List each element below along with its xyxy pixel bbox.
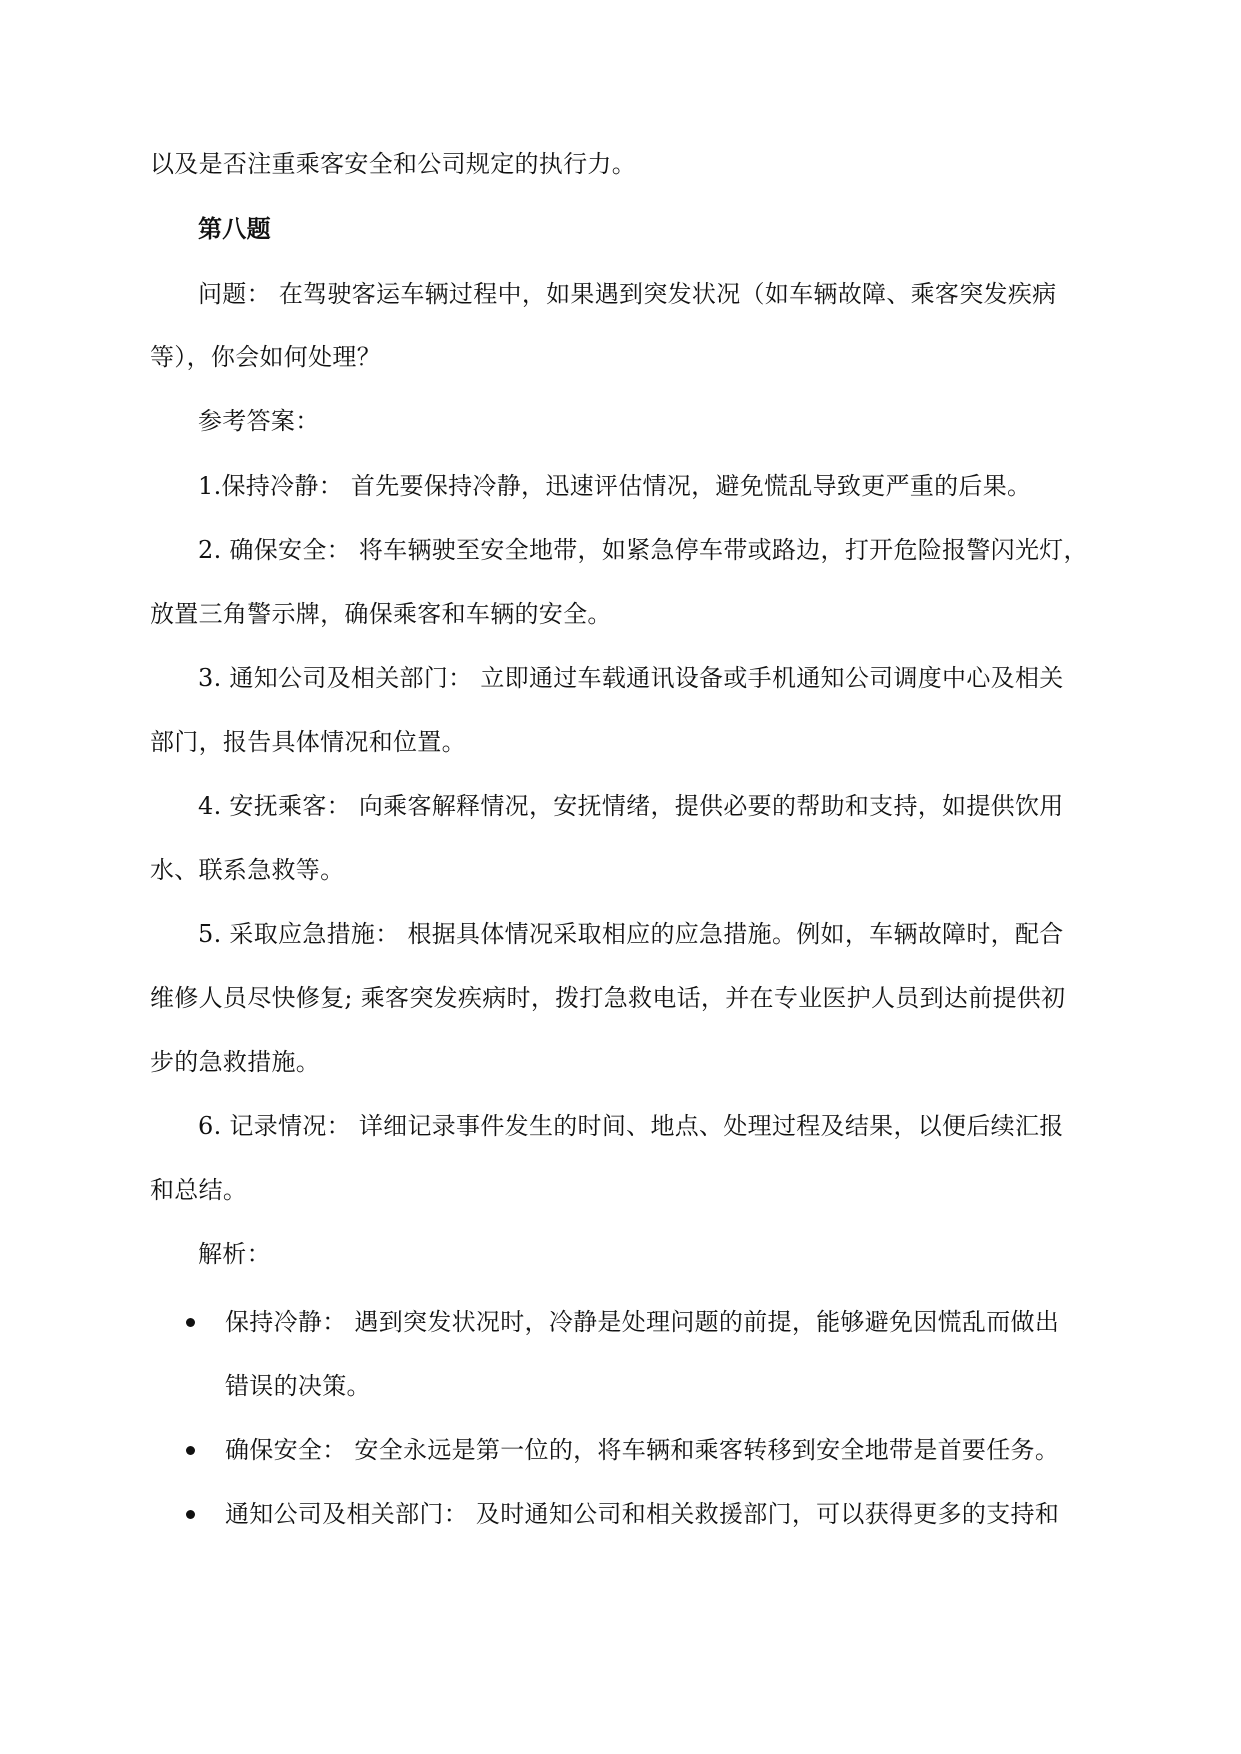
bullet-dot (186, 1446, 195, 1455)
analysis-label: 解析： (198, 1240, 271, 1268)
answer-5-line-1: 5. 采取应急措施： 根据具体情况采取相应的应急措施。例如，车辆故障时，配合 (198, 920, 1064, 948)
answer-2-line-1: 2. 确保安全： 将车辆驶至安全地带，如紧急停车带或路边，打开危险报警闪光灯， (198, 536, 1088, 564)
answer-6-line-2: 和总结。 (150, 1176, 248, 1204)
answer-label: 参考答案： (198, 407, 320, 435)
answer-4-line-2: 水、联系急救等。 (150, 856, 345, 884)
answer-5-line-3: 步的急救措施。 (150, 1048, 321, 1076)
bullet-dot (186, 1318, 195, 1327)
analysis-2-line-1: 确保安全： 安全永远是第一位的，将车辆和乘客转移到安全地带是首要任务。 (225, 1436, 1060, 1464)
analysis-1-line-1: 保持冷静： 遇到突发状况时，冷静是处理问题的前提，能够避免因慌乱而做出 (225, 1308, 1060, 1336)
answer-6-line-1: 6. 记录情况： 详细记录事件发生的时间、地点、处理过程及结果，以便后续汇报 (198, 1112, 1064, 1140)
analysis-1-line-2: 错误的决策。 (225, 1372, 371, 1400)
answer-4-line-1: 4. 安抚乘客： 向乘客解释情况，安抚情绪，提供必要的帮助和支持，如提供饮用 (198, 792, 1064, 820)
answer-2-line-2: 放置三角警示牌，确保乘客和车辆的安全。 (150, 600, 612, 628)
question-line-1: 问题： 在驾驶客运车辆过程中，如果遇到突发状况（如车辆故障、乘客突发疾病 (198, 280, 1057, 308)
answer-3-line-1: 3. 通知公司及相关部门： 立即通过车载通讯设备或手机通知公司调度中心及相关 (198, 664, 1064, 692)
intro-tail-text: 以及是否注重乘客安全和公司规定的执行力。 (150, 150, 636, 178)
answer-5-line-2: 维修人员尽快修复; 乘客突发疾病时，拨打急救电话，并在专业医护人员到达前提供初 (150, 984, 1066, 1012)
question-line-2: 等），你会如何处理？ (150, 343, 381, 371)
answer-3-line-2: 部门，报告具体情况和位置。 (150, 728, 466, 756)
section-title: 第八题 (198, 214, 271, 243)
answer-1-line-1: 1.保持冷静： 首先要保持冷静，迅速评估情况，避免慌乱导致更严重的后果。 (198, 472, 1032, 500)
analysis-3-line-1: 通知公司及相关部门： 及时通知公司和相关救援部门，可以获得更多的支持和 (225, 1500, 1060, 1528)
bullet-dot (186, 1510, 195, 1519)
